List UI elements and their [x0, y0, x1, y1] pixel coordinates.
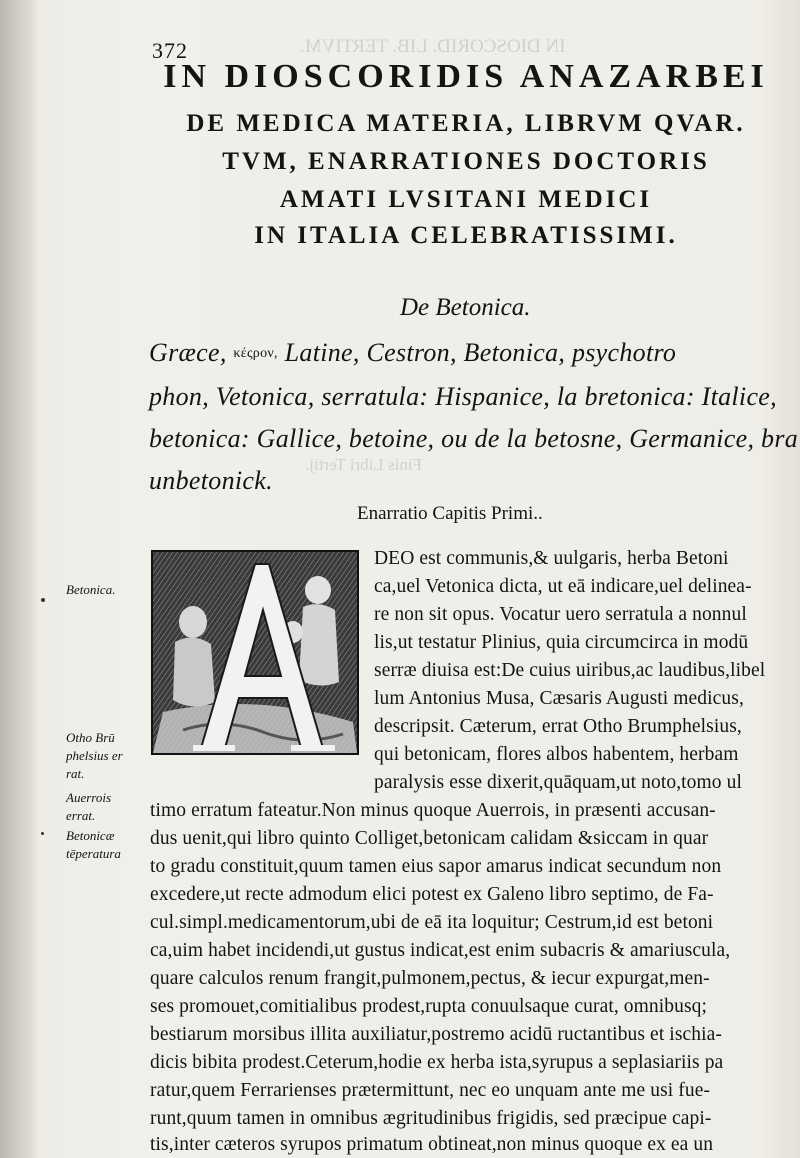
- body-line-14: cul.simpl.medicamentorum,ubi de eā ita loquitur; Cestrum,id est betoni: [150, 912, 714, 933]
- names-line-2: phon, Vetonica, serratula: Hispanice, la bretonica: Italice,: [149, 382, 777, 411]
- names-line-1-end: Latine, Cestron, Betonica, psychotro: [277, 338, 677, 367]
- body-line-4: lis,ut testatur Plinius, quia circumcirca in modū: [374, 632, 749, 653]
- body-line-1: DEO est communis,& uulgaris, herba Betoni: [374, 548, 729, 569]
- margin-note-otho-line-3: rat.: [66, 766, 85, 781]
- body-line-9: paralysis esse dixerit,quāquam,ut noto,tomo ul: [374, 772, 742, 793]
- body-line-15: ca,uim habet incidendi,ut gustus indicat,est enim subacris & amariuscula,: [150, 940, 731, 961]
- margin-note-betonica: Betonica.: [66, 582, 116, 597]
- page-binding-shadow: [0, 0, 38, 1158]
- chapter-heading: Enarratio Capitis Primi..: [357, 503, 543, 524]
- body-line-18: bestiarum morsibus illita auxiliatur,postremo acidū ructantibus et ischia-: [150, 1024, 722, 1045]
- body-line-22: tis,inter cæteros syrupos primatum obtineat,non minus quoque ex ea un: [150, 1134, 714, 1155]
- decorated-initial-woodcut: [151, 550, 359, 755]
- woodcut-illustration: [153, 552, 357, 753]
- names-line-4: unbetonick.: [149, 466, 273, 495]
- body-line-3: re non sit opus. Vocatur uero serratula a nonnul: [374, 604, 747, 625]
- margin-speck: [41, 832, 44, 835]
- greek-name: κέςρον,: [233, 346, 278, 361]
- names-line-1-start: Græce,: [149, 338, 234, 367]
- margin-note-auerrois-line-1: Auerrois: [66, 790, 112, 805]
- body-line-6: lum Antonius Musa, Cæsaris Augusti medicus,: [374, 688, 744, 709]
- body-line-5: serræ diuisa est:De cuius uiribus,ac laudibus,libel: [374, 660, 766, 681]
- body-line-10: timo erratum fateatur.Non minus quoque Auerrois, in præsenti accusan-: [150, 800, 716, 821]
- title-line-2: DE MEDICA MATERIA, LIBRVM QVAR.: [186, 110, 746, 137]
- title-line-1: IN DIOSCORIDIS ANAZARBEI: [163, 58, 769, 95]
- names-line-1: [149, 338, 676, 368]
- margin-note-auerrois-line-2: errat.: [66, 808, 96, 823]
- title-line-4: AMATI LVSITANI MEDICI: [279, 186, 653, 213]
- margin-note-temperatura-line-2: tēperatura: [66, 846, 121, 861]
- body-line-20: ratur,quem Ferrarienses prætermittunt, nec eo unquam ante me usi fue-: [150, 1080, 711, 1101]
- title-line-3: TVM, ENARRATIONES DOCTORIS: [222, 148, 710, 175]
- section-heading: De Betonica.: [400, 294, 531, 321]
- margin-speck: [41, 598, 45, 602]
- bleed-through-header: IN DIOSCORID. LIB. TERTIVM.: [300, 36, 566, 57]
- body-line-19: dicis bibita prodest.Ceterum,hodie ex herba ista,syrupus a seplasiariis pa: [150, 1052, 724, 1073]
- bleed-through-finis: Finis Libri Tertij.: [305, 455, 423, 474]
- body-line-7: descripsit. Cæterum, errat Otho Brumphelsius,: [374, 716, 742, 737]
- body-line-16: quare calculos renum frangit,pulmonem,pectus, & iecur expurgat,men-: [150, 968, 710, 989]
- margin-note-temperatura-line-1: Betonicæ: [66, 828, 115, 843]
- body-line-12: to gradu constituit,quum tamen eius sapor amarus indicat secundum non: [150, 856, 722, 877]
- body-line-2: ca,uel Vetonica dicta, ut eā indicare,uel delinea-: [374, 576, 752, 597]
- body-line-13: excedere,ut recte admodum elici potest ex Galeno libro septimo, de Fa-: [150, 884, 714, 905]
- body-line-21: runt,quum tamen in omnibus ægritudinibus frigidis, sed præcipue capi-: [150, 1108, 712, 1129]
- margin-note-otho-line-2: phelsius er: [66, 748, 123, 763]
- margin-note-otho-line-1: Otho Brū: [66, 730, 115, 745]
- body-line-11: dus uenit,qui libro quinto Colliget,betonicam calidam &siccam in quar: [150, 828, 709, 849]
- page-number: 372: [152, 38, 188, 63]
- body-line-17: ses promouet,comitialibus prodest,rupta conuulsaque curat, omnibusq;: [150, 996, 708, 1017]
- names-line-3: betonica: Gallice, betoine, ou de la betosne, Germanice, bra: [149, 424, 799, 453]
- body-line-8: qui betonicam, flores albos habentem, herbam: [374, 744, 739, 765]
- title-line-5: IN ITALIA CELEBRATISSIMI.: [254, 222, 678, 249]
